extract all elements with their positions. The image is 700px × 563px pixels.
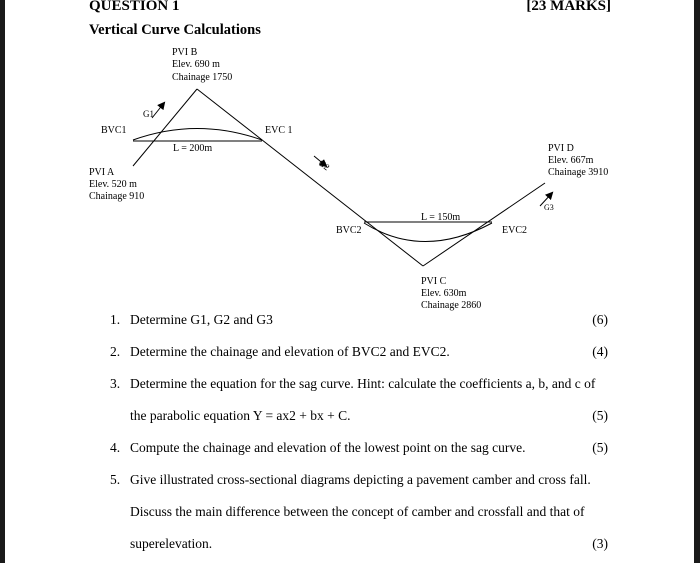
question-text: Determine the chainage and elevation of BVC2 and EVC2.	[130, 344, 450, 359]
pvi-a-chainage: Chainage 910	[89, 191, 145, 202]
pvi-b-name: PVI B	[172, 47, 198, 58]
question-marks: (6)	[592, 312, 608, 327]
question-number: 4.	[110, 440, 121, 455]
sag-curve	[364, 223, 492, 242]
question-text-continued: superelevation.	[130, 536, 213, 551]
pvi-b-chainage: Chainage 1750	[172, 72, 233, 83]
g3-label: G3	[544, 203, 554, 212]
g1-label: G1	[143, 109, 154, 119]
pvi-b-elev: Elev. 690 m	[172, 59, 220, 70]
section-subtitle: Vertical Curve Calculations	[89, 22, 261, 38]
question-marks: (4)	[592, 344, 608, 359]
question-text: Determine the equation for the sag curve. Hint: calculate the coefficients a, b, and c of	[130, 376, 596, 391]
question-text: Compute the chainage and elevation of the lowest point on the sag curve.	[130, 440, 526, 455]
l1-label: L = 200m	[173, 143, 213, 154]
crest-curve	[133, 129, 262, 141]
question-marks: (5)	[592, 440, 608, 455]
question-text-continued: Discuss the main difference between the concept of camber and crossfall and that of	[130, 504, 585, 519]
question-text: Give illustrated cross-sectional diagrams depicting a pavement camber and cross fall.	[130, 472, 591, 487]
pvi-c-chainage: Chainage 2860	[421, 300, 482, 311]
question-number: 1.	[110, 312, 121, 327]
evc1-label: EVC 1	[265, 125, 293, 136]
question-text-continued: the parabolic equation Y = ax2 + bx + C.	[130, 408, 351, 423]
question-number: 5.	[110, 472, 121, 487]
question-number: 2.	[110, 344, 121, 359]
bvc2-label: BVC2	[336, 225, 362, 236]
question-marks: (5)	[592, 408, 608, 423]
grade-line-g1	[133, 89, 197, 166]
question-number: 3.	[110, 376, 121, 391]
pvi-a-elev: Elev. 520 m	[89, 179, 137, 190]
pvi-d-name: PVI D	[548, 143, 574, 154]
l2-label: L = 150m	[421, 212, 461, 223]
total-marks: [23 MARKS]	[526, 0, 611, 14]
question-text: Determine G1, G2 and G3	[130, 312, 273, 327]
pvi-c-name: PVI C	[421, 276, 447, 287]
question-marks: (3)	[592, 536, 608, 551]
question-title: QUESTION 1	[89, 0, 180, 14]
pvi-a-name: PVI A	[89, 167, 115, 178]
evc2-label: EVC2	[502, 225, 527, 236]
pvi-d-chainage: Chainage 3910	[548, 167, 609, 178]
pvi-c-elev: Elev. 630m	[421, 288, 467, 299]
g2-label: G2	[316, 157, 332, 173]
bvc1-label: BVC1	[101, 125, 127, 136]
pvi-d-elev: Elev. 667m	[548, 155, 594, 166]
grade-line-g2	[197, 89, 423, 266]
